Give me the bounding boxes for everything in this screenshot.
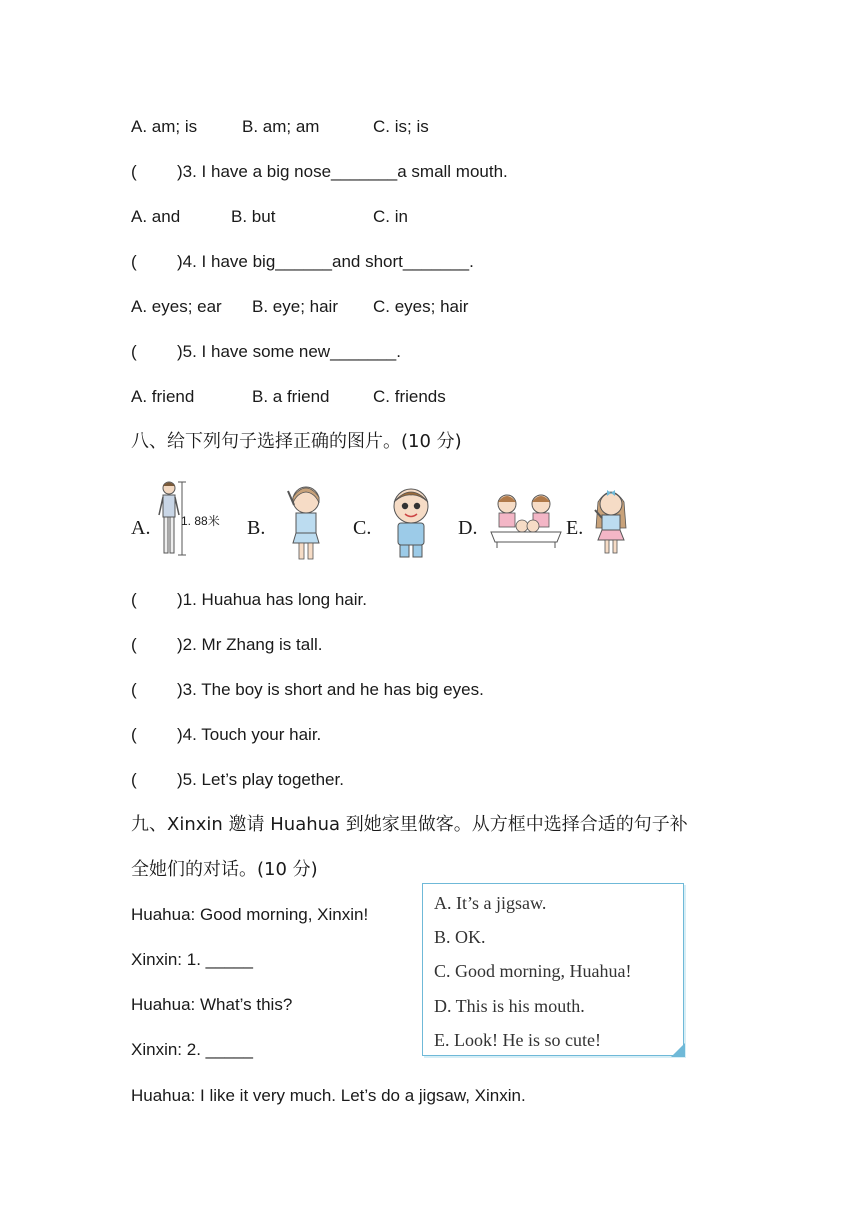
- dialogue-line-4: Xinxin: 2. _____: [131, 1040, 253, 1059]
- box-option-e: E. Look! He is so cute!: [434, 1030, 601, 1050]
- kids-playing-together-picture: [489, 492, 563, 550]
- q3-text: )3. I have a big nose_______a small mouth.: [177, 162, 508, 181]
- q4-option-b: B. eye; hair: [252, 297, 338, 316]
- q2-option-c: C. is; is: [373, 117, 429, 136]
- box-option-a: A. It’s a jigsaw.: [434, 893, 547, 913]
- dialogue-line-3: Huahua: What’s this?: [131, 995, 293, 1014]
- q3-option-b: B. but: [231, 207, 276, 226]
- s8-q4-text: )4. Touch your hair.: [177, 725, 322, 744]
- q3-option-c: C. in: [373, 207, 408, 226]
- q5-option-a: A. friend: [131, 387, 195, 406]
- q2-option-b: B. am; am: [242, 117, 320, 136]
- picture-label-a: A.: [131, 517, 151, 539]
- long-hair-girl-picture: [590, 484, 632, 558]
- box-option-c: C. Good morning, Huahua!: [434, 961, 632, 981]
- q4-option-a: A. eyes; ear: [131, 297, 222, 316]
- s8-q5-text: )5. Let’s play together.: [177, 770, 344, 789]
- q3-paren: (: [131, 162, 137, 181]
- s8-q3-paren: (: [131, 680, 137, 699]
- q5-text: )5. I have some new_______.: [177, 342, 401, 361]
- s8-q5-paren: (: [131, 770, 137, 789]
- q5-option-c: C. friends: [373, 387, 446, 406]
- q2-option-a: A. am; is: [131, 117, 198, 136]
- q5-option-b: B. a friend: [252, 387, 330, 406]
- section9-heading-line1: 九、Xinxin 邀请 Huahua 到她家里做客。从方框中选择合适的句子补: [131, 814, 688, 835]
- q4-text: )4. I have big______and short_______.: [177, 252, 474, 271]
- options-box: [422, 883, 684, 1056]
- s8-q2-text: )2. Mr Zhang is tall.: [177, 635, 323, 654]
- q4-option-c: C. eyes; hair: [373, 297, 469, 316]
- s8-q1-text: )1. Huahua has long hair.: [177, 590, 367, 609]
- q3-option-a: A. and: [131, 207, 181, 226]
- q5-paren: (: [131, 342, 137, 361]
- picture-label-c: C.: [353, 517, 372, 539]
- dialogue-line-5: Huahua: I like it very much. Let’s do a jigsaw, Xinxin.: [131, 1086, 526, 1105]
- q4-paren: (: [131, 252, 137, 271]
- picture-label-e: E.: [566, 517, 584, 539]
- dialogue-line-2: Xinxin: 1. _____: [131, 950, 253, 969]
- picture-label-d: D.: [458, 517, 478, 539]
- s8-q3-text: )3. The boy is short and he has big eyes.: [177, 680, 484, 699]
- s8-q4-paren: (: [131, 725, 137, 744]
- s8-q1-paren: (: [131, 590, 137, 609]
- box-option-b: B. OK.: [434, 927, 486, 947]
- girl-touching-hair-picture: [282, 481, 328, 565]
- folded-corner-icon: [671, 1043, 685, 1057]
- dialogue-line-1: Huahua: Good morning, Xinxin!: [131, 905, 369, 924]
- section9-heading-line2: 全她们的对话。(10 分): [131, 859, 318, 880]
- picture-label-b: B.: [247, 517, 266, 539]
- height-note: 1. 88米: [181, 514, 220, 528]
- section8-heading: 八、给下列句子选择正确的图片。(10 分): [131, 431, 462, 452]
- s8-q2-paren: (: [131, 635, 137, 654]
- box-option-d: D. This is his mouth.: [434, 996, 585, 1016]
- boy-big-eyes-picture: [385, 486, 437, 562]
